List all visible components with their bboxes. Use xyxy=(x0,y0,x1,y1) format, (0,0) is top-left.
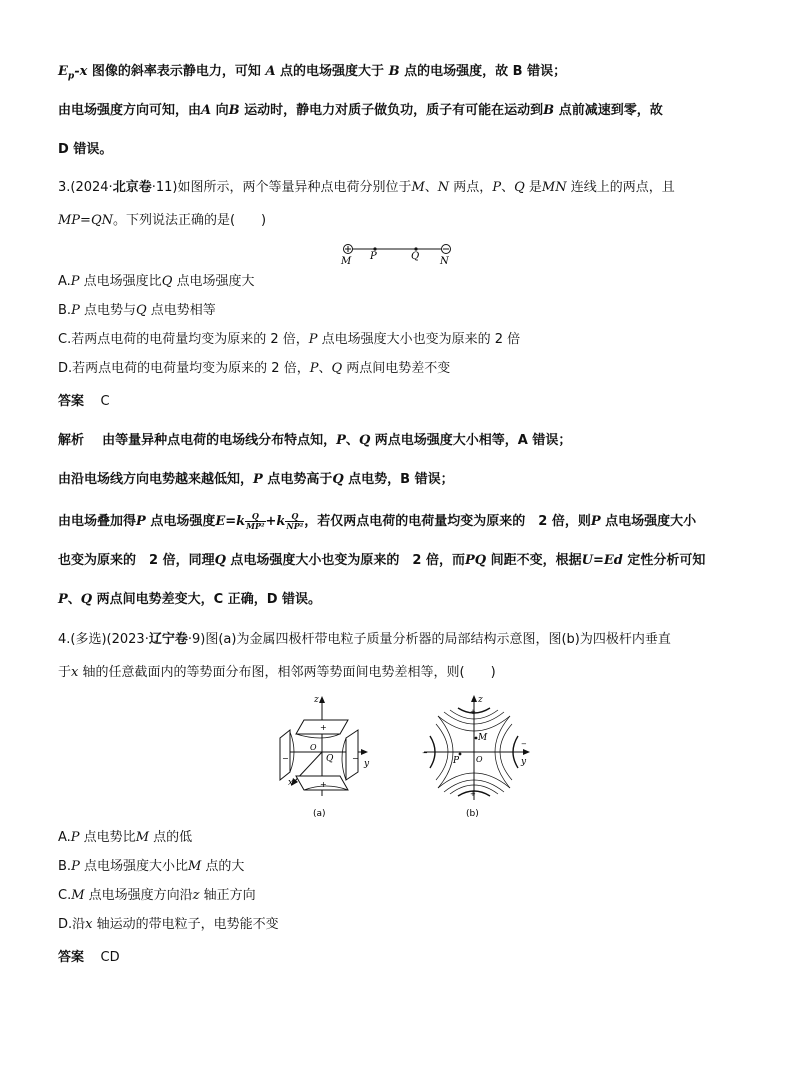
q3-option-a: A.P 点电场强度比Q 点电场强度大 xyxy=(58,274,255,289)
q4-option-d: D.沿x 轴运动的带电粒子，电势能不变 xyxy=(58,917,279,932)
caption-a: (a) xyxy=(313,809,326,819)
label-q: Q xyxy=(411,251,420,262)
bottom-plus: + xyxy=(320,780,327,789)
q3-analysis-line-5: P、Q 两点间电势差变大，C 正确，D 错误。 xyxy=(58,592,322,607)
label-n: N xyxy=(440,256,449,266)
svg-text:P: P xyxy=(453,756,460,766)
q3-stem-line-2: MP=QN。下列说法正确的是( ) xyxy=(58,213,267,228)
point-p-dot-b xyxy=(459,753,462,756)
prev-analysis-line-3: D 错误。 xyxy=(58,142,113,157)
svg-text:O: O xyxy=(476,755,483,764)
prev-analysis-line-2: 由电场强度方向可知，由A 向B 运动时，静电力对质子做负功，质子有可能在运动到B 点前减速到零，故 xyxy=(58,103,663,118)
svg-text:O: O xyxy=(310,743,317,752)
q3-stem-line-1: 3.(2024·北京卷·11)如图所示，两个等量异种点电荷分别位于M、N 两点，P、Q 是MN 连线上的两点，且 xyxy=(58,180,675,195)
q3-analysis-line-2: 由沿电场线方向电势越来越低知，P 点电势高于Q 点电势，B 错误； xyxy=(58,472,454,487)
q3-analysis-line-3: 由电场叠加得P 点电场强度E=k $\frac{Q}{\text{MP²}}$ +k $\frac{Q}{\text{NP²}}$ ，若仅两点电荷的电荷量均变为原来的 2 倍，则P 点电场强度大小 xyxy=(58,511,697,531)
top-plus-b: + xyxy=(470,708,476,716)
svg-text:y: y xyxy=(521,757,527,767)
q4-option-a: A.P 点电势比M 点的低 xyxy=(58,830,193,845)
svg-text:x: x xyxy=(288,778,294,788)
svg-text:M: M xyxy=(478,733,488,743)
point-m-dot xyxy=(475,737,478,740)
right-minus: − xyxy=(352,754,359,763)
q3-answer: 答案 C xyxy=(58,394,110,409)
label-p: P xyxy=(370,251,377,262)
left-minus: − xyxy=(282,754,289,763)
prev-analysis-line-1: $E_p-x$ 图像的斜率表示静电力，可知 A 点的电场强度大于 B 点的电场强度，故 B 错误； xyxy=(58,64,567,82)
svg-text:y: y xyxy=(364,759,370,769)
svg-text:z: z xyxy=(478,695,483,705)
top-plus: + xyxy=(320,723,327,732)
q4-stem-line-1: 4.(多选)(2023·辽宁卷·9)图(a)为金属四极杆带电粒子质量分析器的局部结构示意图，图(b)为四极杆内垂直 xyxy=(58,632,671,647)
q4-figure-a xyxy=(268,692,378,822)
q4-option-c: C.M 点电场强度方向沿z 轴正方向 xyxy=(58,888,256,903)
fraction-q-over-mp2: $\frac{Q}{\text{MP²}}$ xyxy=(246,511,265,531)
q3-analysis-line-1: 解析 由等量异种点电荷的电场线分布特点知，P、Q 两点电场强度大小相等，A 错误； xyxy=(58,433,572,448)
caption-b: (b) xyxy=(466,809,479,819)
q4-answer: 答案 CD xyxy=(58,950,120,965)
y-arrow-icon xyxy=(361,749,368,755)
q3-option-d: D.若两点电荷的电荷量均变为原来的 2 倍，P、Q 两点间电势差不变 xyxy=(58,361,451,376)
y-arrow-icon-b xyxy=(523,749,530,755)
q3-option-c: C.若两点电荷的电荷量均变为原来的 2 倍，P 点电场强度大小也变为原来的 2 倍 xyxy=(58,332,521,347)
q4-option-b: B.P 点电场强度大小比M 点的大 xyxy=(58,859,245,874)
svg-text:Q: Q xyxy=(326,754,334,764)
label-m: M xyxy=(341,256,352,266)
q4-figure-b xyxy=(418,692,538,822)
q3-analysis-line-4: 也变为原来的 2 倍，同理Q 点电场强度大小也变为原来的 2 倍，而PQ 间距不变，根据U=Ed 定性分析可知 xyxy=(58,553,706,568)
right-minus-b: − xyxy=(521,740,527,748)
svg-text:z: z xyxy=(314,695,319,705)
q3-charge-figure xyxy=(336,240,460,266)
q4-stem-line-2: 于x 轴的任意截面内的等势面分布图，相邻两等势面间电势差相等，则( ) xyxy=(58,665,496,680)
z-arrow-icon-b xyxy=(471,695,477,702)
left-minus-b: − xyxy=(422,749,428,757)
fraction-q-over-np2: $\frac{Q}{\text{NP²}}$ xyxy=(286,511,304,531)
z-arrow-icon xyxy=(319,696,325,703)
bottom-plus-b: + xyxy=(470,790,476,798)
q3-option-b: B.P 点电势与Q 点电势相等 xyxy=(58,303,216,318)
